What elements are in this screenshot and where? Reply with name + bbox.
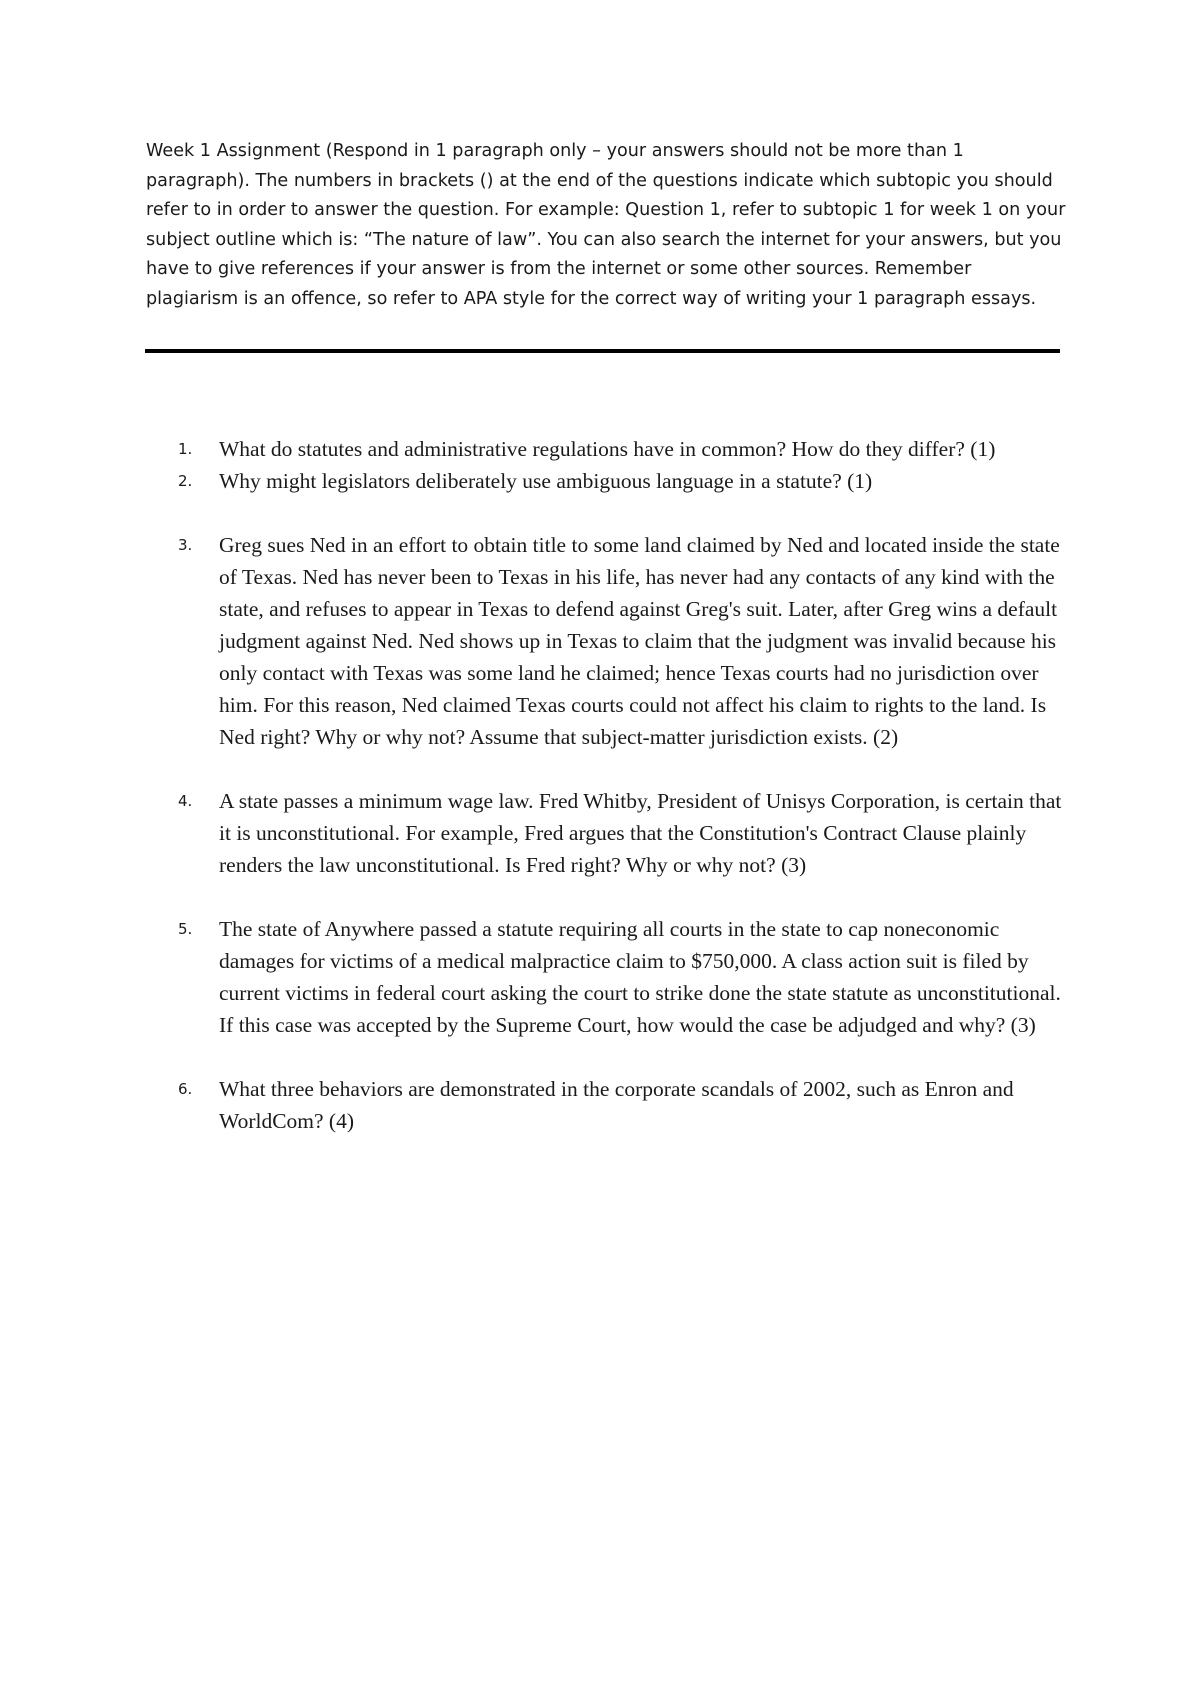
question-item bbox=[0, 529, 1200, 753]
question-item bbox=[0, 465, 1200, 497]
question-text: Greg sues Ned in an effort to obtain title to some land claimed by Ned and located inside the state of Texas. Ned has never been to Texas in his life, has never had any contacts of any kind with the state, and refuses to appear in Texas to defend against Greg's suit. Later, after Greg wins a default judgment against Ned. Ned shows up in Texas to claim that the judgment was invalid because his only contact with Texas was some land he claimed; hence Texas courts had no jurisdiction over him. For this reason, Ned claimed Texas courts could not affect his claim to rights to the land. Is Ned right? Why or why not? Assume that subject-matter jurisdiction exists. (2) bbox=[219, 533, 1060, 749]
question-item bbox=[0, 1073, 1200, 1137]
question-number: 4. bbox=[178, 792, 193, 810]
question-number: 2. bbox=[178, 472, 193, 490]
question-text: What do statutes and administrative regulations have in common? How do they differ? (1) bbox=[219, 437, 996, 461]
question-text: What three behaviors are demonstrated in the corporate scandals of 2002, such as Enron and WorldCom? (4) bbox=[219, 1077, 1014, 1133]
question-item bbox=[0, 433, 1200, 465]
assignment-instructions: Week 1 Assignment (Respond in 1 paragraph only – your answers should not be more than 1 paragraph). The numbers in brackets () at the end of the questions indicate which subtopic you should refer to in order to answer the question. For example: Question 1, refer to subtopic 1 for week 1 on your subject outline which is: “The nature of law”. You can also search the internet for your answers, but you have to give references if your answer is from the internet or some other sources. Remember plagiarism is an offence, so refer to APA style for the correct way of writing your 1 paragraph essays. bbox=[146, 141, 1066, 309]
question-text: The state of Anywhere passed a statute requiring all courts in the state to cap noneconomic damages for victims of a medical malpractice claim to $750,000. A class action suit is filed by current victims in federal court asking the court to strike done the state statute as unconstitutional. If this case was accepted by the Supreme Court, how would the case be adjudged and why? (3) bbox=[219, 917, 1061, 1037]
question-list bbox=[0, 433, 1200, 1137]
question-number: 3. bbox=[178, 536, 193, 554]
question-number: 5. bbox=[178, 920, 193, 938]
horizontal-rule bbox=[145, 349, 1060, 353]
question-text: A state passes a minimum wage law. Fred Whitby, President of Unisys Corporation, is certain that it is unconstitutional. For example, Fred argues that the Constitution's Contract Clause plainly renders the law unconstitutional. Is Fred right? Why or why not? (3) bbox=[219, 789, 1062, 877]
question-item bbox=[0, 913, 1200, 1041]
question-number: 1. bbox=[178, 440, 193, 458]
question-text: Why might legislators deliberately use ambiguous language in a statute? (1) bbox=[219, 469, 873, 493]
question-number: 6. bbox=[178, 1080, 193, 1098]
question-item bbox=[0, 785, 1200, 881]
